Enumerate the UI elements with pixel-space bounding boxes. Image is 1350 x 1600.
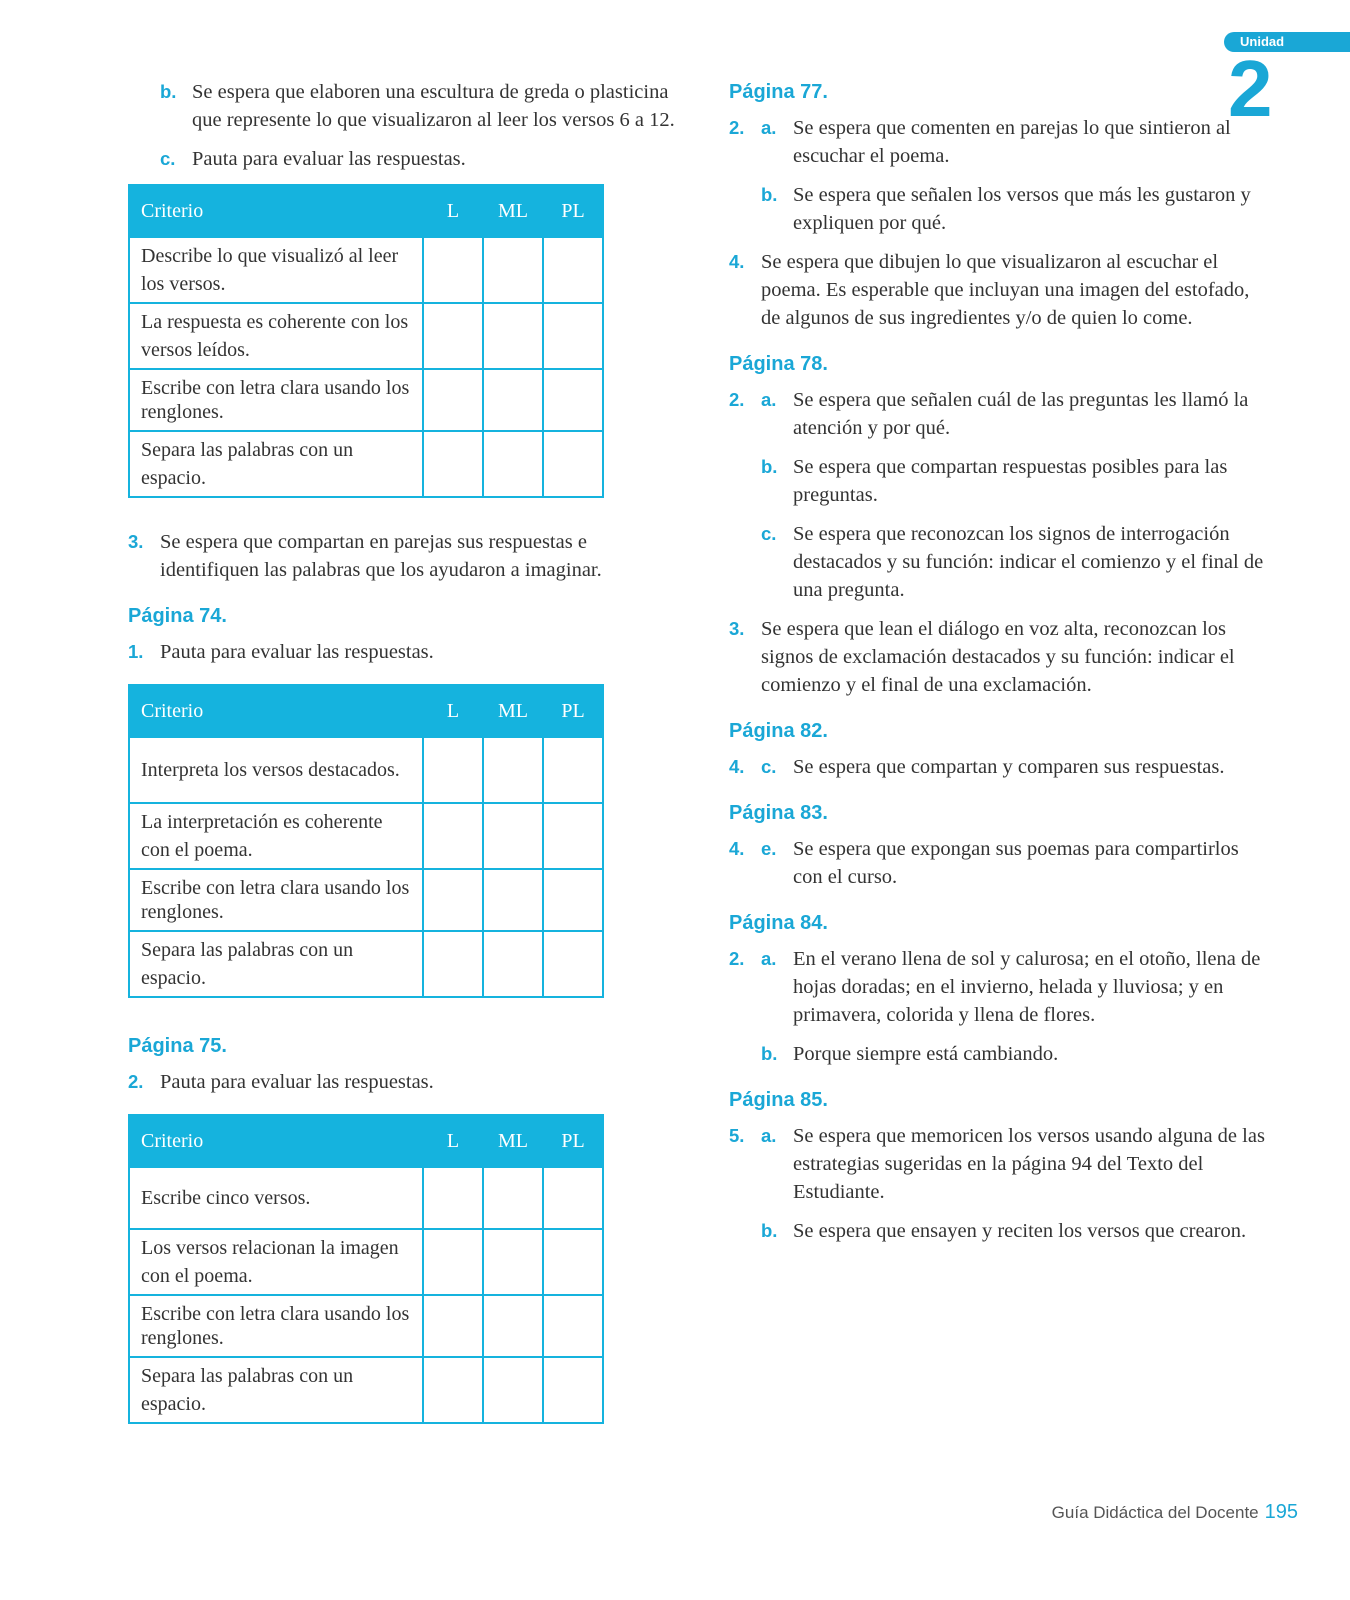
rating-cell <box>483 803 543 869</box>
rating-cell <box>543 1229 603 1295</box>
criterion-cell: Separa las palabras con un espacio. <box>129 1357 423 1423</box>
section-heading: Página 84. <box>729 912 828 934</box>
rating-cell <box>483 869 543 931</box>
answer-item <box>729 453 1269 509</box>
criterion-cell: Separa las palabras con un espacio. <box>129 931 423 997</box>
rating-cell <box>423 803 483 869</box>
item-text: Se espera que señalen cuál de las preguntas les llamó la atención y por qué. <box>793 389 1249 439</box>
rating-cell <box>483 737 543 803</box>
item-text: Se espera que compartan y comparen sus respuestas. <box>793 756 1225 778</box>
criterion-cell: Los versos relacionan la imagen con el poema. <box>129 1229 423 1295</box>
section-heading: Página 77. <box>729 81 828 103</box>
footer-title: Guía Didáctica del Docente <box>1051 1503 1259 1522</box>
item-label: c. <box>761 756 777 777</box>
column-header: Criterio <box>129 185 423 237</box>
rating-cell <box>543 737 603 803</box>
item-text: Se espera que ensayen y reciten los versos que crearon. <box>793 1220 1247 1242</box>
table-row <box>129 303 603 369</box>
rating-cell <box>423 737 483 803</box>
rating-cell <box>423 1357 483 1423</box>
unit-tab: Unidad <box>1224 32 1350 52</box>
rating-cell <box>423 369 483 431</box>
page-number: 195 <box>1264 1501 1298 1523</box>
item-label: 3. <box>128 531 144 552</box>
rating-cell <box>423 869 483 931</box>
item-text: Se espera que comenten en parejas lo que sintieron al escuchar el poema. <box>793 117 1231 167</box>
section-heading: Página 82. <box>729 720 828 742</box>
rubric-table <box>128 1114 604 1424</box>
column-header: PL <box>543 1115 603 1167</box>
criterion-cell: Escribe con letra clara usando los renglones. <box>129 869 423 931</box>
table-row <box>129 737 603 803</box>
rating-cell <box>423 1167 483 1229</box>
table-row <box>129 803 603 869</box>
table-row <box>129 1229 603 1295</box>
item-number: 4. <box>729 756 745 777</box>
table-header-row <box>129 185 603 237</box>
rating-cell <box>543 803 603 869</box>
answer-item <box>729 753 1269 781</box>
table-row <box>129 369 603 431</box>
answer-item <box>729 114 1269 170</box>
criterion-cell: Escribe cinco versos. <box>129 1167 423 1229</box>
table-row <box>129 237 603 303</box>
rating-cell <box>483 303 543 369</box>
rating-cell <box>543 931 603 997</box>
item-label: b. <box>761 456 778 477</box>
rating-cell <box>543 369 603 431</box>
item-text: Se espera que compartan respuestas posibles para las preguntas. <box>793 456 1228 506</box>
item-label: 1. <box>128 641 144 662</box>
item-text: Se espera que lean el diálogo en voz alta, reconozcan los signos de exclamación destacados y su función: indicar el comienzo y el final de una exclamación. <box>761 618 1235 696</box>
rating-cell <box>483 931 543 997</box>
criterion-cell: Interpreta los versos destacados. <box>129 737 423 803</box>
rating-cell <box>423 303 483 369</box>
item-label: e. <box>761 838 777 859</box>
table-header-row <box>129 685 603 737</box>
answer-item <box>729 835 1269 891</box>
column-header: L <box>423 185 483 237</box>
table-row <box>129 431 603 497</box>
item-label: b. <box>761 1043 778 1064</box>
rubric-table <box>128 684 604 998</box>
section-heading: Página 78. <box>729 353 828 375</box>
column-header: ML <box>483 185 543 237</box>
answer-item <box>729 1217 1269 1245</box>
item-number: 5. <box>729 1125 745 1146</box>
item-label: 4. <box>729 251 745 272</box>
answer-item <box>729 1040 1269 1068</box>
item-label: b. <box>160 81 177 102</box>
item-text: Se espera que señalen los versos que más les gustaron y expliquen por qué. <box>793 184 1251 234</box>
rating-cell <box>483 1167 543 1229</box>
criterion-cell: La interpretación es coherente con el poema. <box>129 803 423 869</box>
item-label: a. <box>761 117 777 138</box>
item-number: 2. <box>729 117 745 138</box>
criterion-cell: Separa las palabras con un espacio. <box>129 431 423 497</box>
column-header: Criterio <box>129 1115 423 1167</box>
column-header: ML <box>483 685 543 737</box>
item-text: Pauta para evaluar las respuestas. <box>192 148 466 170</box>
criterion-cell: Escribe con letra clara usando los renglones. <box>129 1295 423 1357</box>
item-label: b. <box>761 184 778 205</box>
column-header: L <box>423 685 483 737</box>
table-header-row <box>129 1115 603 1167</box>
section-heading: Página 75. <box>128 1035 227 1057</box>
unit-number: 2 <box>1228 44 1273 133</box>
column-header: ML <box>483 1115 543 1167</box>
answer-item <box>729 1122 1269 1206</box>
item-text: Se espera que memoricen los versos usando alguna de las estrategias sugeridas en la página 94 del Texto del Estudiante. <box>793 1125 1265 1203</box>
column-header: Criterio <box>129 685 423 737</box>
rating-cell <box>543 303 603 369</box>
section-heading: Página 85. <box>729 1089 828 1111</box>
item-number: 2. <box>729 948 745 969</box>
answer-item <box>128 528 688 584</box>
rating-cell <box>483 369 543 431</box>
item-label: a. <box>761 1125 777 1146</box>
rating-cell <box>483 1295 543 1357</box>
table-row <box>129 931 603 997</box>
item-text: En el verano llena de sol y calurosa; en el otoño, llena de hojas doradas; en el invierno, helada y lluviosa; y en primavera, colorida y llena de flores. <box>793 948 1261 1026</box>
item-label: b. <box>761 1220 778 1241</box>
item-text: Se espera que expongan sus poemas para compartirlos con el curso. <box>793 838 1239 888</box>
item-text: Porque siempre está cambiando. <box>793 1043 1059 1065</box>
rating-cell <box>483 1229 543 1295</box>
item-label: a. <box>761 948 777 969</box>
item-number: 2. <box>729 389 745 410</box>
page-footer <box>1052 1498 1298 1527</box>
item-text: Se espera que compartan en parejas sus respuestas e identifiquen las palabras que los ayudaron a imaginar. <box>160 531 602 581</box>
criterion-cell: La respuesta es coherente con los versos leídos. <box>129 303 423 369</box>
item-label: c. <box>761 523 777 544</box>
criterion-cell: Describe lo que visualizó al leer los versos. <box>129 237 423 303</box>
rating-cell <box>483 1357 543 1423</box>
right-column <box>729 78 1269 1256</box>
item-text: Se espera que elaboren una escultura de greda o plasticina que represente lo que visualizaron al leer los versos 6 a 12. <box>192 81 675 131</box>
rating-cell <box>423 931 483 997</box>
rubric-table <box>128 184 604 498</box>
rating-cell <box>423 237 483 303</box>
item-label: 3. <box>729 618 745 639</box>
rating-cell <box>423 431 483 497</box>
item-label: c. <box>160 148 176 169</box>
section-heading: Página 74. <box>128 605 227 627</box>
item-text: Pauta para evaluar las respuestas. <box>160 1071 434 1093</box>
rating-cell <box>543 869 603 931</box>
answer-item <box>729 248 1269 332</box>
table-row <box>129 869 603 931</box>
criterion-cell: Escribe con letra clara usando los renglones. <box>129 369 423 431</box>
answer-item <box>729 386 1269 442</box>
answer-item <box>729 945 1269 1029</box>
column-header: PL <box>543 185 603 237</box>
item-label: a. <box>761 389 777 410</box>
answer-item <box>128 1068 688 1096</box>
left-column <box>128 78 688 1424</box>
answer-item <box>729 181 1269 237</box>
rating-cell <box>423 1229 483 1295</box>
rating-cell <box>483 237 543 303</box>
table-row <box>129 1295 603 1357</box>
answer-item <box>128 78 688 134</box>
answer-item <box>729 520 1269 604</box>
table-row <box>129 1167 603 1229</box>
answer-item <box>128 638 688 666</box>
column-header: L <box>423 1115 483 1167</box>
rating-cell <box>543 1357 603 1423</box>
item-text: Se espera que reconozcan los signos de interrogación destacados y su función: indicar el comienzo y el final de una pregunta. <box>793 523 1264 601</box>
column-header: PL <box>543 685 603 737</box>
item-number: 4. <box>729 838 745 859</box>
rating-cell <box>543 431 603 497</box>
rating-cell <box>543 1167 603 1229</box>
rating-cell <box>543 237 603 303</box>
rating-cell <box>423 1295 483 1357</box>
item-text: Se espera que dibujen lo que visualizaron al escuchar el poema. Es esperable que incluyan una imagen del estofado, de algunos de sus ingredientes y/o de quien lo come. <box>761 251 1250 329</box>
item-label: 2. <box>128 1071 144 1092</box>
table-row <box>129 1357 603 1423</box>
answer-item <box>729 615 1269 699</box>
section-heading: Página 83. <box>729 802 828 824</box>
item-text: Pauta para evaluar las respuestas. <box>160 641 434 663</box>
rating-cell <box>543 1295 603 1357</box>
rating-cell <box>483 431 543 497</box>
answer-item <box>128 145 688 173</box>
